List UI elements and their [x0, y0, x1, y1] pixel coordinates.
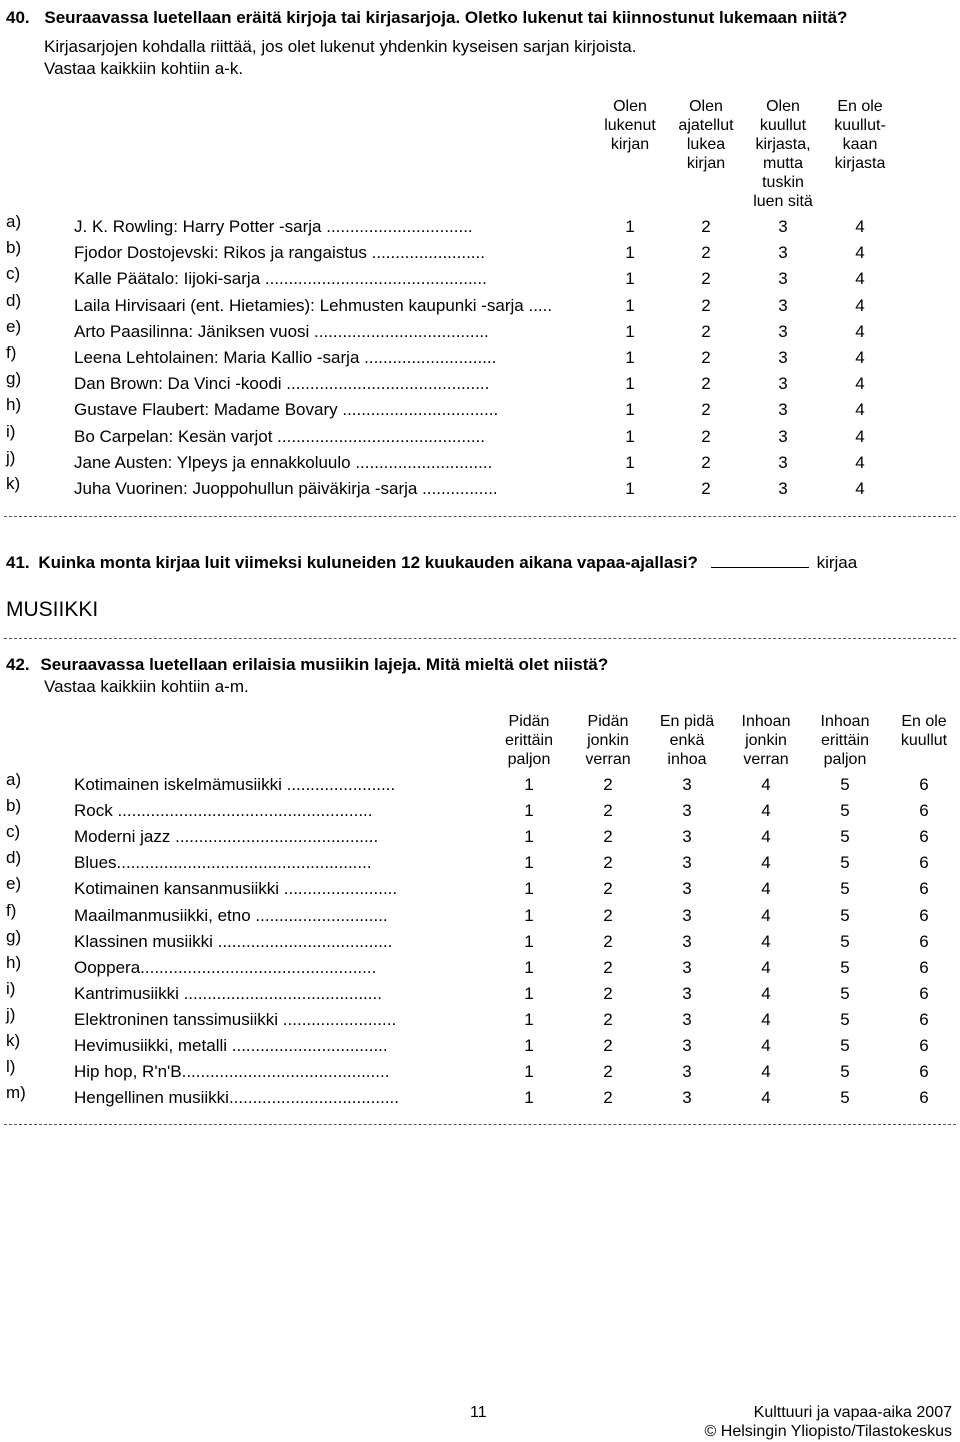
answer-option[interactable]: 3 [682, 931, 692, 951]
answer-option[interactable]: 3 [778, 479, 788, 498]
q40-number: 40. [6, 8, 30, 27]
column-header-line: paljon [507, 751, 551, 768]
item-letter: c) [6, 822, 21, 842]
answer-option[interactable]: 3 [778, 243, 788, 263]
item-label: Bo Carpelan: Kesän varjot ............................................ [74, 426, 485, 446]
column-header-line: verran [743, 751, 789, 768]
item-label: Gustave Flaubert: Madame Bovary ................................. [74, 400, 499, 420]
answer-option[interactable]: 3 [682, 983, 692, 1003]
column-header-line: En ole [901, 713, 947, 730]
answer-option[interactable]: 3 [682, 879, 692, 899]
answer-option[interactable]: 4 [761, 1062, 771, 1082]
answer-option[interactable]: 2 [603, 1036, 613, 1055]
answer-option[interactable]: 1 [625, 479, 635, 498]
list-item [0, 978, 960, 1010]
item-letter: i) [6, 421, 16, 441]
column-header-line: luen sitä [753, 193, 813, 210]
answer-option[interactable]: 2 [603, 853, 613, 873]
page-number: 11 [470, 1404, 487, 1421]
answer-option[interactable]: 2 [603, 905, 613, 925]
q42-title: Seuraavassa luetellaan erilaisia musiikin lajeja. Mitä mieltä olet niistä? [40, 655, 609, 674]
answer-option[interactable]: 5 [840, 1088, 850, 1108]
answer-option[interactable]: 3 [682, 801, 692, 821]
answer-option[interactable]: 2 [603, 1088, 613, 1108]
q42-column-header [489, 712, 569, 769]
list-item [0, 238, 960, 269]
answer-option[interactable]: 1 [524, 957, 534, 977]
list-item [0, 796, 960, 827]
q40-header [6, 8, 847, 28]
answer-option[interactable]: 1 [625, 269, 635, 289]
answer-option[interactable]: 3 [682, 775, 692, 794]
answer-option[interactable]: 4 [761, 853, 771, 873]
answer-option[interactable]: 3 [778, 400, 788, 420]
item-letter: h) [6, 395, 22, 415]
column-header-line: Olen [689, 98, 723, 115]
q40-column-header [818, 97, 902, 173]
item-label: Maailmanmusiikki, etno ............................ [74, 905, 388, 925]
item-label: Blues...................................................... [74, 853, 372, 873]
answer-option[interactable]: 6 [919, 905, 929, 925]
q40-column-header [588, 97, 672, 154]
answer-option[interactable]: 3 [778, 321, 788, 341]
answer-option[interactable]: 4 [855, 479, 865, 498]
item-label: Ooppera.................................................. [74, 957, 377, 977]
answer-option[interactable]: 5 [840, 853, 850, 873]
column-header-line: jonkin [587, 732, 629, 749]
answer-option[interactable]: 5 [840, 931, 850, 951]
answer-option[interactable]: 2 [701, 400, 711, 420]
column-header-line: verran [585, 751, 631, 768]
answer-option[interactable]: 4 [855, 426, 865, 446]
list-item [0, 343, 960, 374]
column-header-line: Olen [613, 98, 647, 115]
item-letter: e) [6, 874, 22, 894]
q41-unit: kirjaa [816, 553, 858, 572]
answer-option[interactable]: 4 [761, 1036, 771, 1055]
item-letter: l) [6, 1057, 16, 1077]
item-letter: d) [6, 848, 22, 868]
column-header-line: kuullut- [834, 117, 886, 134]
answer-option[interactable]: 5 [840, 801, 850, 821]
answer-option[interactable]: 3 [778, 217, 788, 236]
list-item [0, 926, 960, 958]
list-item [0, 848, 960, 879]
answer-option[interactable]: 5 [840, 983, 850, 1003]
answer-option[interactable]: 6 [919, 1036, 929, 1055]
q42-column-header [884, 712, 960, 750]
item-letter: b) [6, 796, 22, 816]
column-header-line: Inhoan [741, 713, 791, 730]
answer-option[interactable]: 2 [701, 269, 711, 289]
column-header-line: En pidä [659, 713, 715, 730]
item-label: Leena Lehtolainen: Maria Kallio -sarja ............................ [74, 348, 497, 367]
answer-option[interactable]: 5 [840, 1062, 850, 1082]
q40-instruction: Vastaa kaikkiin kohtiin a-k. [44, 59, 244, 78]
q41-answer-blank[interactable] [711, 551, 809, 568]
list-item [0, 316, 960, 348]
q41-title: Kuinka monta kirjaa luit viimeksi kuluneiden 12 kuukauden aikana vapaa-ajallasi? [38, 553, 698, 572]
item-letter: k) [6, 1031, 21, 1050]
answer-option[interactable]: 6 [919, 957, 929, 977]
answer-option[interactable]: 2 [701, 321, 711, 341]
list-item [0, 264, 960, 295]
answer-option[interactable]: 2 [701, 374, 711, 394]
answer-option[interactable]: 2 [701, 243, 711, 263]
item-letter: e) [6, 316, 22, 336]
answer-option[interactable]: 6 [919, 775, 929, 794]
column-header-line: paljon [823, 751, 867, 768]
answer-option[interactable]: 3 [778, 374, 788, 394]
answer-option[interactable]: 5 [840, 1036, 850, 1055]
item-label: Kantrimusiikki .......................................... [74, 983, 382, 1003]
answer-option[interactable]: 3 [682, 1088, 692, 1108]
answer-option[interactable]: 3 [778, 269, 788, 289]
column-header-line: ajatellut [678, 117, 734, 134]
answer-option[interactable]: 1 [625, 452, 635, 472]
answer-option[interactable]: 4 [855, 348, 865, 367]
list-item [0, 421, 960, 453]
answer-option[interactable]: 1 [524, 827, 534, 847]
answer-option[interactable]: 6 [919, 983, 929, 1003]
answer-option[interactable]: 2 [603, 879, 613, 899]
answer-option[interactable]: 5 [840, 879, 850, 899]
column-header-line: lukenut [604, 117, 656, 134]
answer-option[interactable]: 1 [625, 243, 635, 263]
column-header-line: kirjan [610, 136, 650, 153]
answer-option[interactable]: 5 [840, 827, 850, 847]
list-item [0, 900, 960, 932]
item-label: Fjodor Dostojevski: Rikos ja rangaistus ........................ [74, 243, 485, 263]
answer-option[interactable]: 3 [682, 905, 692, 925]
q41-number: 41. [6, 553, 30, 572]
q40-note: Kirjasarjojen kohdalla riittää, jos olet lukenut yhdenkin kyseisen sarjan kirjoista. [44, 37, 637, 56]
q42-column-header [805, 712, 885, 769]
answer-option[interactable]: 1 [524, 801, 534, 821]
item-letter: f) [6, 343, 17, 362]
list-item [0, 1057, 960, 1088]
answer-option[interactable]: 4 [761, 1009, 771, 1029]
q40-title: Seuraavassa luetellaan eräitä kirjoja tai kirjasarjoja. Oletko lukenut tai kiinnostunut lukemaan niitä? [44, 8, 848, 27]
answer-option[interactable]: 2 [603, 931, 613, 951]
answer-option[interactable]: 2 [603, 983, 613, 1003]
item-label: Kotimainen iskelmämusiikki ....................... [74, 775, 396, 794]
answer-option[interactable]: 1 [524, 1009, 534, 1029]
answer-option[interactable]: 4 [855, 269, 865, 289]
answer-option[interactable]: 2 [603, 801, 613, 821]
item-label: Hevimusiikki, metalli ................................. [74, 1036, 388, 1055]
item-letter: a) [6, 212, 22, 231]
answer-option[interactable]: 4 [855, 243, 865, 263]
list-item [0, 212, 960, 243]
column-header-line: kuullut [900, 732, 948, 749]
item-label: Dan Brown: Da Vinci -koodi ........................................... [74, 374, 490, 394]
publication-name: Kulttuuri ja vapaa-aika 2007 [753, 1404, 952, 1421]
answer-option[interactable]: 3 [778, 452, 788, 472]
column-header-line: erittäin [820, 732, 870, 749]
column-header-line: kirjasta, [755, 136, 811, 153]
column-header-line: kirjasta [834, 155, 886, 172]
q42-column-header [726, 712, 806, 769]
item-label: Kotimainen kansanmusiikki ........................ [74, 879, 398, 899]
column-header-line: lukea [686, 136, 726, 153]
answer-option[interactable]: 3 [682, 853, 692, 873]
answer-option[interactable]: 4 [761, 983, 771, 1003]
answer-option[interactable]: 4 [761, 1088, 771, 1108]
list-item [0, 770, 960, 801]
column-header-line: jonkin [745, 732, 787, 749]
column-header-line: Inhoan [820, 713, 870, 730]
item-letter: k) [6, 474, 21, 493]
column-header-line: Pidän [508, 713, 550, 730]
answer-option[interactable]: 4 [855, 295, 865, 315]
column-header-line: tuskin [762, 174, 804, 191]
item-label: Klassinen musiikki ..................................... [74, 931, 393, 951]
column-header-line: enkä [669, 732, 705, 749]
divider [4, 1124, 956, 1125]
item-label: Moderni jazz ........................................... [74, 827, 379, 847]
answer-option[interactable]: 3 [682, 957, 692, 977]
answer-option[interactable]: 4 [855, 321, 865, 341]
answer-option[interactable]: 3 [778, 295, 788, 315]
column-header-line: kirjan [686, 155, 726, 172]
answer-option[interactable]: 4 [761, 775, 771, 794]
answer-option[interactable]: 2 [701, 426, 711, 446]
answer-option[interactable]: 6 [919, 827, 929, 847]
list-item [0, 1004, 960, 1036]
answer-option[interactable]: 4 [855, 452, 865, 472]
divider [4, 638, 956, 639]
answer-option[interactable]: 2 [701, 479, 711, 498]
column-header-line: Olen [766, 98, 800, 115]
q42-column-header [647, 712, 727, 769]
answer-option[interactable]: 4 [761, 905, 771, 925]
answer-option[interactable]: 4 [761, 801, 771, 821]
q42-column-header [568, 712, 648, 769]
answer-option[interactable]: 1 [524, 879, 534, 899]
q42-number: 42. [6, 655, 30, 674]
answer-option[interactable]: 1 [625, 217, 635, 236]
item-letter: m) [6, 1083, 26, 1103]
answer-option[interactable]: 1 [524, 931, 534, 951]
answer-option[interactable]: 3 [682, 827, 692, 847]
answer-option[interactable]: 4 [761, 879, 771, 899]
list-item [0, 474, 960, 505]
answer-option[interactable]: 6 [919, 1009, 929, 1029]
item-letter: g) [6, 926, 22, 946]
copyright: © Helsingin Yliopisto/Tilastokeskus [704, 1423, 952, 1440]
item-label: Hip hop, R'n'B............................................ [74, 1062, 390, 1082]
answer-option[interactable]: 4 [855, 217, 865, 236]
answer-option[interactable]: 4 [761, 827, 771, 847]
column-header-line: Pidän [587, 713, 629, 730]
answer-option[interactable]: 2 [701, 217, 711, 236]
answer-option[interactable]: 1 [625, 348, 635, 367]
item-letter: j) [6, 1004, 16, 1024]
column-header-line: kaan [842, 136, 878, 153]
answer-option[interactable]: 2 [603, 957, 613, 977]
answer-option[interactable]: 3 [778, 426, 788, 446]
answer-option[interactable]: 1 [524, 1088, 534, 1108]
answer-option[interactable]: 1 [524, 1062, 534, 1082]
item-letter: g) [6, 369, 22, 389]
item-label: Hengellinen musiikki.................................... [74, 1088, 399, 1108]
item-letter: a) [6, 770, 22, 789]
answer-option[interactable]: 1 [625, 400, 635, 420]
answer-option[interactable]: 1 [625, 426, 635, 446]
answer-option[interactable]: 5 [840, 775, 850, 794]
item-label: Arto Paasilinna: Jäniksen vuosi ..................................... [74, 321, 489, 341]
item-letter: d) [6, 290, 22, 310]
divider [4, 516, 956, 517]
q40-column-header [741, 97, 825, 211]
list-item [0, 822, 960, 853]
answer-option[interactable]: 5 [840, 905, 850, 925]
answer-option[interactable]: 2 [603, 775, 613, 794]
item-label: Laila Hirvisaari (ent. Hietamies): Lehmusten kaupunki -sarja ..... [74, 295, 553, 315]
answer-option[interactable]: 1 [524, 1036, 534, 1055]
answer-option[interactable]: 2 [603, 1009, 613, 1029]
section-title: MUSIIKKI [6, 598, 99, 621]
answer-option[interactable]: 3 [778, 348, 788, 367]
item-label: Kalle Päätalo: Iijoki-sarja ............................................... [74, 269, 487, 289]
answer-option[interactable]: 2 [603, 827, 613, 847]
q42-instruction: Vastaa kaikkiin kohtiin a-m. [44, 677, 249, 696]
answer-option[interactable]: 6 [919, 931, 929, 951]
answer-option[interactable]: 1 [524, 775, 534, 794]
answer-option[interactable]: 6 [919, 1088, 929, 1108]
item-label: Jane Austen: Ylpeys ja ennakkoluulo ............................. [74, 452, 493, 472]
q41-header [6, 551, 946, 573]
answer-option[interactable]: 1 [625, 374, 635, 394]
answer-option[interactable]: 6 [919, 853, 929, 873]
list-item [0, 369, 960, 400]
answer-option[interactable]: 2 [701, 295, 711, 315]
item-letter: i) [6, 978, 16, 998]
list-item [0, 395, 960, 426]
item-label: J. K. Rowling: Harry Potter -sarja ............................... [74, 217, 473, 236]
item-label: Elektroninen tanssimusiikki ........................ [74, 1009, 397, 1029]
answer-option[interactable]: 4 [761, 957, 771, 977]
column-header-line: mutta [762, 155, 803, 172]
q40-column-header [664, 97, 748, 173]
answer-option[interactable]: 2 [701, 452, 711, 472]
column-header-line: En ole [837, 98, 883, 115]
list-item [0, 1083, 960, 1114]
item-label: Juha Vuorinen: Juoppohullun päiväkirja -sarja ................ [74, 479, 498, 498]
answer-option[interactable]: 1 [625, 321, 635, 341]
list-item [0, 290, 960, 322]
answer-option[interactable]: 4 [761, 931, 771, 951]
answer-option[interactable]: 1 [524, 983, 534, 1003]
item-letter: h) [6, 952, 22, 972]
answer-option[interactable]: 2 [603, 1062, 613, 1082]
list-item [0, 952, 960, 984]
q42-header [6, 655, 608, 675]
answer-option[interactable]: 5 [840, 1009, 850, 1029]
answer-option[interactable]: 6 [919, 1062, 929, 1082]
item-letter: j) [6, 447, 16, 467]
column-header-line: inhoa [667, 751, 707, 768]
item-letter: c) [6, 264, 21, 284]
answer-option[interactable]: 1 [524, 905, 534, 925]
column-header-line: kuullut [759, 117, 807, 134]
item-label: Rock ...................................................... [74, 801, 373, 821]
item-letter: f) [6, 900, 17, 920]
answer-option[interactable]: 4 [855, 400, 865, 420]
list-item [0, 447, 960, 479]
answer-option[interactable]: 3 [682, 1036, 692, 1055]
list-item [0, 1031, 960, 1062]
list-item [0, 874, 960, 905]
item-letter: b) [6, 238, 22, 258]
answer-option[interactable]: 1 [524, 853, 534, 873]
answer-option[interactable]: 2 [701, 348, 711, 367]
answer-option[interactable]: 1 [625, 295, 635, 315]
answer-option[interactable]: 3 [682, 1009, 692, 1029]
column-header-line: erittäin [504, 732, 554, 749]
answer-option[interactable]: 6 [919, 879, 929, 899]
answer-option[interactable]: 3 [682, 1062, 692, 1082]
answer-option[interactable]: 4 [855, 374, 865, 394]
answer-option[interactable]: 5 [840, 957, 850, 977]
answer-option[interactable]: 6 [919, 801, 929, 821]
